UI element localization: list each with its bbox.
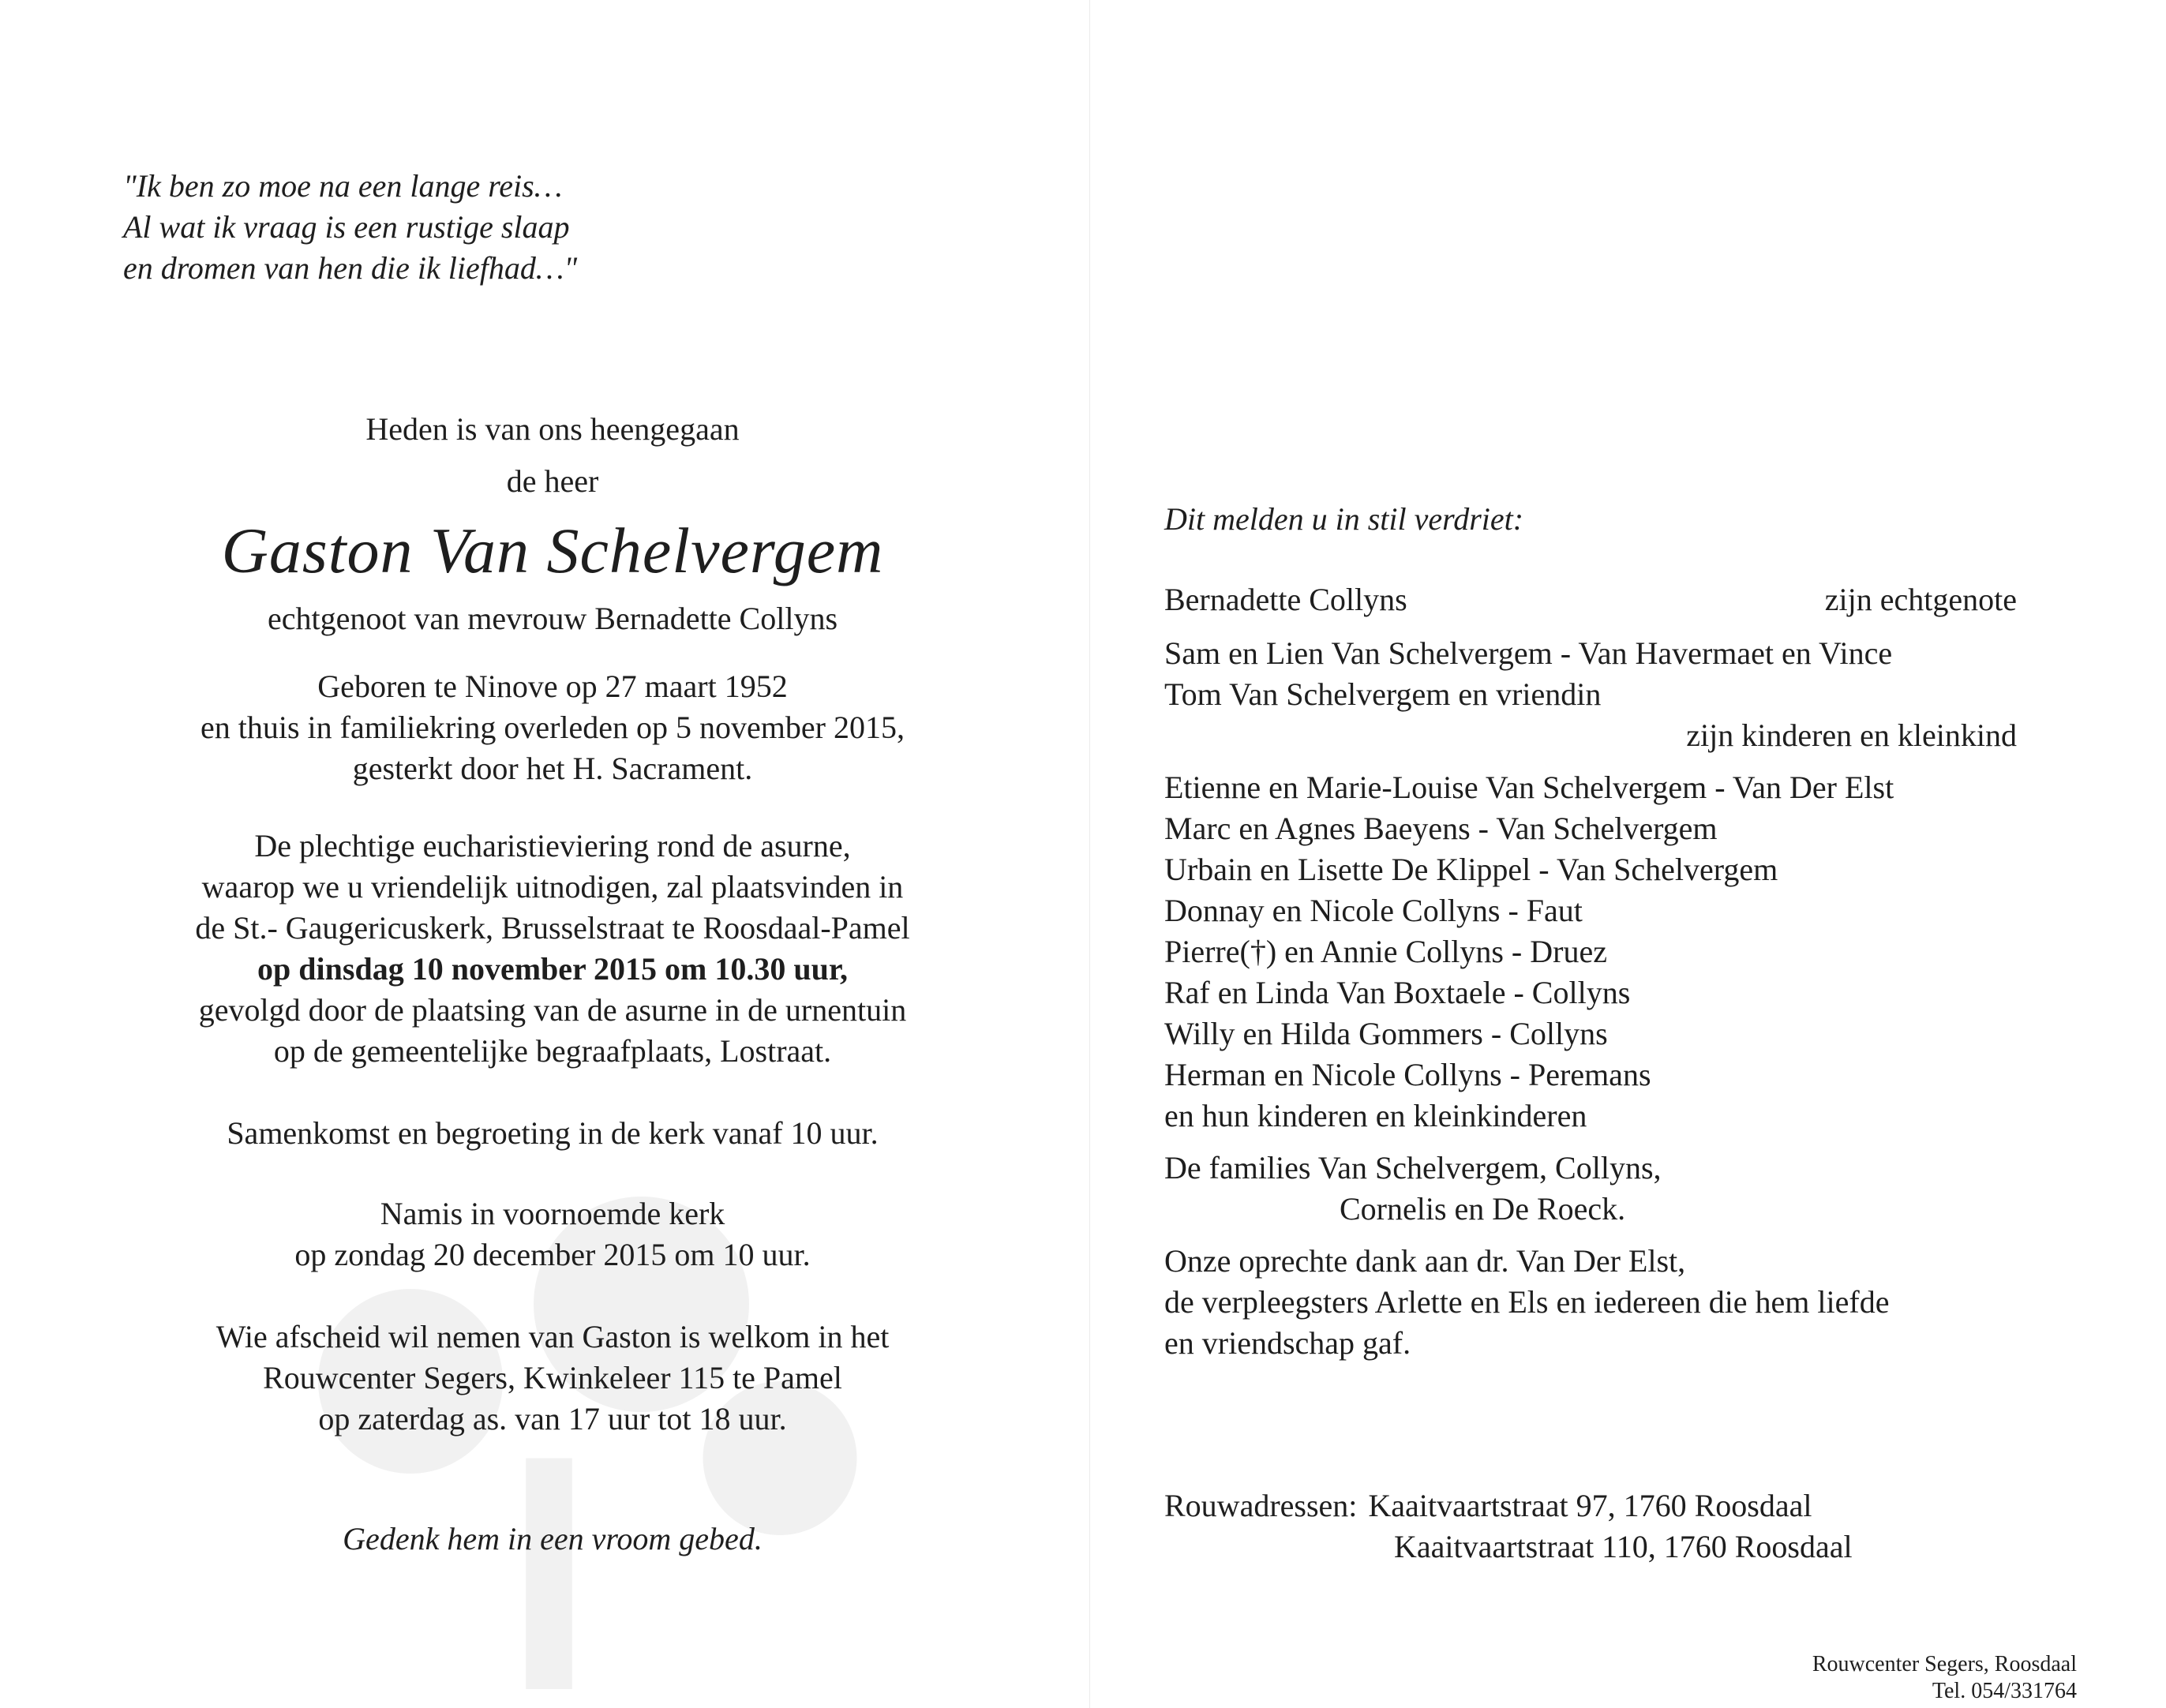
- service-block: [103, 826, 1002, 1072]
- funeral-home-imprint: [1722, 1651, 2077, 1705]
- mourning-addresses: [1164, 1485, 2017, 1568]
- spouse-row: [1164, 579, 2017, 620]
- family-line: De families Van Schelvergem, Collyns,: [1164, 1150, 1662, 1185]
- family-line: Sam en Lien Van Schelvergem - Van Havermaet en Vince: [1164, 635, 1893, 671]
- service-date: op dinsdag 10 november 2015 om 10.30 uur,: [257, 951, 848, 987]
- children-block: [1164, 633, 2017, 756]
- poem-line: "Ik ben zo moe na een lange reis…: [123, 168, 563, 204]
- text-line: Geboren te Ninove op 27 maart 1952: [317, 669, 788, 704]
- spouse-role: zijn echtgenote: [1824, 582, 2017, 617]
- family-line: Donnay en Nicole Collyns - Faut: [1164, 893, 1583, 928]
- namis-block: [103, 1193, 1002, 1275]
- text-line: en thuis in familiekring overleden op 5 november 2015,: [200, 710, 905, 745]
- family-line: Willy en Hilda Gommers - Collyns: [1164, 1016, 1608, 1051]
- gathering-line: Samenkomst en begroeting in de kerk vanaf 10 uur.: [227, 1115, 879, 1151]
- text-line: de verpleegsters Arlette en Els en iedereen die hem liefde: [1164, 1284, 1890, 1320]
- intro-line: Heden is van ons heengegaan: [365, 411, 740, 447]
- poem-line: Al wat ik vraag is een rustige slaap: [123, 209, 570, 245]
- text-line: op zaterdag as. van 17 uur tot 18 uur.: [318, 1401, 787, 1436]
- family-line: Pierre(†) en Annie Collyns - Druez: [1164, 934, 1607, 969]
- mourners-heading: Dit melden u in stil verdriet:: [1164, 501, 1524, 537]
- imprint-line: Tel. 054/331764: [1932, 1679, 2077, 1703]
- thanks-block: [1164, 1241, 2017, 1364]
- text-line: op de gemeentelijke begraafplaats, Lostraat.: [273, 1033, 832, 1069]
- families-block: [1164, 1148, 2017, 1230]
- imprint-line: Rouwcenter Segers, Roosdaal: [1812, 1652, 2077, 1676]
- text-line: De plechtige eucharistieviering rond de asurne,: [254, 828, 851, 863]
- family-line: Raf en Linda Van Boxtaele - Collyns: [1164, 975, 1631, 1010]
- deceased-name: Gaston Van Schelvergem: [221, 515, 884, 586]
- text-line: Wie afscheid wil nemen van Gaston is welkom in het: [215, 1319, 890, 1354]
- spouse-line: echtgenoot van mevrouw Bernadette Collyns: [267, 601, 838, 636]
- family-line: en hun kinderen en kleinkinderen: [1164, 1098, 1587, 1133]
- address-label: Rouwadressen:: [1164, 1488, 1358, 1523]
- text-line: op zondag 20 december 2015 om 10 uur.: [294, 1237, 811, 1272]
- text-line: en vriendschap gaf.: [1164, 1325, 1411, 1361]
- text-line: Namis in voornoemde kerk: [380, 1196, 725, 1231]
- poem: [123, 166, 577, 289]
- birth-death-block: [103, 666, 1002, 789]
- text-line: Onze oprechte dank aan dr. Van Der Elst,: [1164, 1243, 1686, 1279]
- text-line: gevolgd door de plaatsing van de asurne in de urnentuin: [198, 992, 907, 1028]
- relatives-block: [1164, 767, 2017, 1137]
- intro: [103, 409, 1002, 502]
- right-page: [1090, 0, 2166, 1708]
- children-role: zijn kinderen en kleinkind: [1686, 717, 2017, 753]
- address-line: Kaaitvaartstraat 110, 1760 Roosdaal: [1394, 1529, 1853, 1564]
- text-line: waarop we u vriendelijk uitnodigen, zal plaatsvinden in: [201, 869, 904, 905]
- family-line: Tom Van Schelvergem en vriendin: [1164, 676, 1602, 712]
- closing-line: Gedenk hem in een vroom gebed.: [343, 1521, 763, 1556]
- intro-line: de heer: [506, 463, 599, 499]
- address-line: Kaaitvaartstraat 97, 1760 Roosdaal: [1368, 1488, 1812, 1523]
- family-line: Marc en Agnes Baeyens - Van Schelvergem: [1164, 811, 1718, 846]
- spouse-name: Bernadette Collyns: [1164, 582, 1407, 617]
- poem-line: en dromen van hen die ik liefhad…": [123, 250, 578, 286]
- text-line: de St.- Gaugericuskerk, Brusselstraat te Roosdaal-Pamel: [195, 910, 910, 946]
- family-line: Urbain en Lisette De Klippel - Van Schelvergem: [1164, 852, 1778, 887]
- family-line: Cornelis en De Roeck.: [1340, 1191, 1626, 1227]
- family-line: Herman en Nicole Collyns - Peremans: [1164, 1057, 1651, 1092]
- text-line: Rouwcenter Segers, Kwinkeleer 115 te Pamel: [263, 1360, 842, 1395]
- visitation-block: [103, 1317, 1002, 1440]
- text-line: gesterkt door het H. Sacrament.: [352, 751, 753, 786]
- family-line: Etienne en Marie-Louise Van Schelvergem - Van Der Elst: [1164, 770, 1894, 805]
